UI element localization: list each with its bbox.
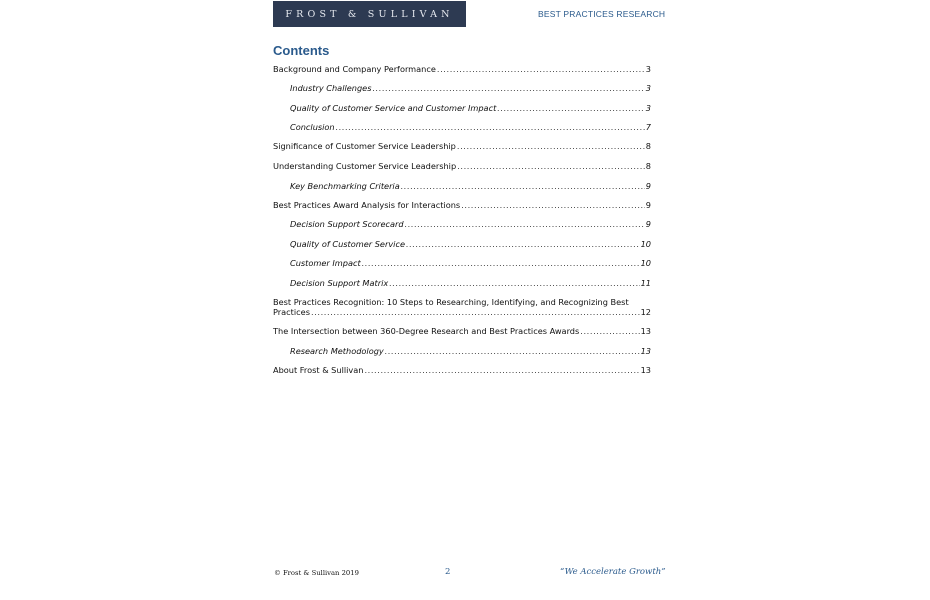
section-label: BEST PRACTICES RESEARCH — [538, 9, 666, 19]
toc-leader-dots — [457, 161, 645, 171]
toc-leader-dots — [457, 141, 645, 151]
toc-entry-page: 8 — [645, 161, 651, 171]
toc-entry-title: Best Practices Award Analysis for Interactions — [273, 200, 461, 210]
toc-entry-recognition[interactable] — [273, 297, 651, 317]
logo-text: FROST & SULLIVAN — [285, 8, 454, 20]
toc-leader-dots — [389, 278, 639, 288]
toc-entry-title-line2: Practices — [273, 307, 310, 317]
toc-leader-dots — [406, 239, 640, 249]
toc-entry-page: 7 — [645, 122, 651, 132]
toc-entry-title: Decision Support Matrix — [290, 278, 389, 288]
toc-entry-page: 13 — [640, 365, 651, 375]
toc-entry-page: 11 — [640, 278, 651, 288]
toc-entry-page: 13 — [640, 326, 651, 336]
toc-entry-title: Quality of Customer Service — [290, 239, 405, 249]
toc-leader-dots — [311, 307, 640, 317]
toc-entry-title: Quality of Customer Service and Customer Impact — [290, 103, 497, 113]
toc-entry-title: Decision Support Scorecard — [290, 219, 404, 229]
toc-entry-page: 3 — [645, 83, 651, 93]
footer-copyright: © Frost & Sullivan 2019 — [274, 569, 359, 577]
toc-leader-dots — [437, 64, 645, 74]
toc-leader-dots — [461, 200, 645, 210]
toc-leader-dots — [364, 365, 639, 375]
toc-entry-industry-challenges[interactable] — [290, 83, 651, 93]
toc-leader-dots — [401, 181, 645, 191]
toc-leader-dots — [372, 83, 644, 93]
toc-entry-title-line1: Best Practices Recognition: 10 Steps to Researching, Identifying, and Recognizing Best — [273, 297, 629, 307]
toc-entry-page: 10 — [640, 258, 651, 268]
toc-entry-page: 9 — [645, 181, 651, 191]
toc-entry-page: 10 — [640, 239, 651, 249]
toc-entry-page: 9 — [645, 200, 651, 210]
toc-entry-customer-impact[interactable] — [290, 258, 651, 268]
toc-entry-quality-customer-impact[interactable] — [290, 103, 651, 113]
toc-entry-title: Industry Challenges — [290, 83, 372, 93]
footer-page-number: 2 — [445, 567, 451, 577]
toc-entry-title: Conclusion — [290, 122, 335, 132]
toc-entry-page: 3 — [645, 103, 651, 113]
toc-entry-page: 8 — [645, 141, 651, 151]
toc-leader-dots — [580, 326, 639, 336]
toc-entry-title: Understanding Customer Service Leadership — [273, 161, 457, 171]
toc-entry-methodology[interactable] — [290, 346, 651, 356]
toc-entry-key-benchmarking[interactable] — [290, 181, 651, 191]
toc-entry-intersection[interactable] — [273, 326, 651, 336]
toc-entry-title: Key Benchmarking Criteria — [290, 181, 400, 191]
footer-tagline: “We Accelerate Growth” — [560, 567, 666, 577]
toc-entry-page: 9 — [645, 219, 651, 229]
contents-title: Contents — [273, 43, 330, 58]
toc-entry-title: Background and Company Performance — [273, 64, 436, 74]
toc-leader-dots — [405, 219, 645, 229]
toc-entry-page: 3 — [645, 64, 651, 74]
toc-entry-quality-service[interactable] — [290, 239, 651, 249]
toc-leader-dots — [497, 103, 644, 113]
toc-entry-significance[interactable] — [273, 141, 651, 151]
toc-entry-title: Research Methodology — [290, 346, 384, 356]
toc-entry-award-analysis[interactable] — [273, 200, 651, 210]
toc-entry-conclusion[interactable] — [290, 122, 651, 132]
toc-entry-page: 12 — [640, 307, 651, 317]
toc-entry-title: Significance of Customer Service Leadership — [273, 141, 456, 151]
toc-entry-title: The Intersection between 360-Degree Research and Best Practices Awards — [273, 326, 580, 336]
toc-entry-title: Customer Impact — [290, 258, 361, 268]
toc-leader-dots — [336, 122, 645, 132]
frost-sullivan-logo — [273, 1, 466, 27]
toc-entry-background[interactable] — [273, 64, 651, 74]
toc-leader-dots — [385, 346, 640, 356]
toc-entry-page: 13 — [640, 346, 651, 356]
toc-entry-scorecard[interactable] — [290, 219, 651, 229]
toc-entry-title: About Frost & Sullivan — [273, 365, 364, 375]
toc-leader-dots — [362, 258, 640, 268]
toc-entry-support-matrix[interactable] — [290, 278, 651, 288]
toc-entry-about[interactable] — [273, 365, 651, 375]
toc-entry-understanding[interactable] — [273, 161, 651, 171]
